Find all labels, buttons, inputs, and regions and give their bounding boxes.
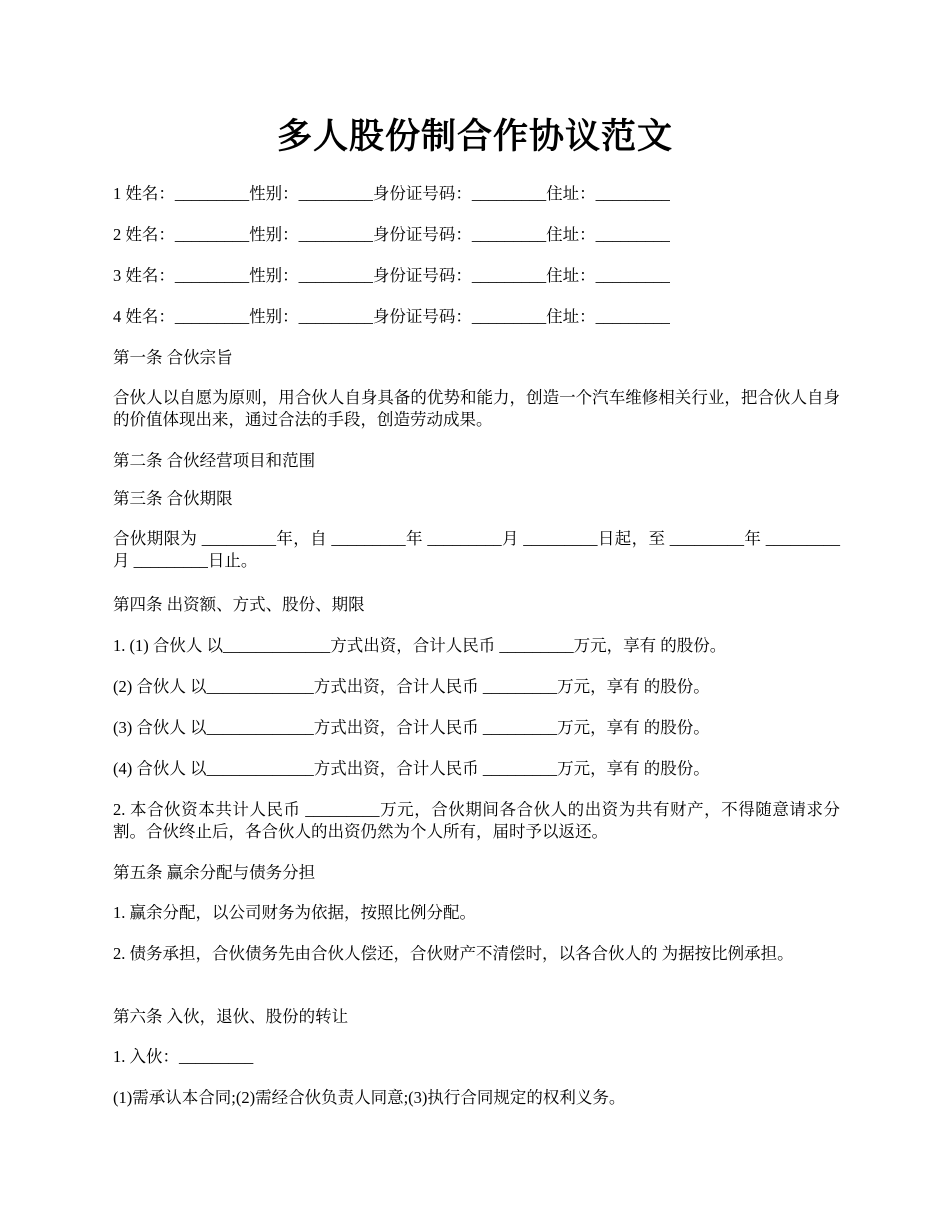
partner-info-line-3: 3 姓名：_________性别：_________身份证号码：_________住址：_________ (113, 266, 670, 285)
contribution-line-3: (3) 合伙人 以_____________方式出资，合计人民币 _________万元，享有 的股份。 (113, 718, 710, 737)
debt-bearing-paragraph: 2. 债务承担，合伙债务先由合伙人偿还，合伙财产不清偿时，以各合伙人的 为据按比例承担。 (113, 944, 794, 963)
article-5-heading: 第五条 赢余分配与债务分担 (113, 863, 316, 882)
article-6-heading: 第六条 入伙，退伙、股份的转让 (113, 1007, 349, 1026)
partner-info-line-1: 1 姓名：_________性别：_________身份证号码：_________住址：_________ (113, 184, 670, 203)
document-title: 多人股份制合作协议范文 (276, 117, 673, 156)
contribution-line-4: (4) 合伙人 以_____________方式出资，合计人民币 _________万元，享有 的股份。 (113, 759, 710, 778)
article-3-body: 合伙期限为 _________年，自 _________年 _________月 _________日起，至 _________年 _________月 _________日止。 (113, 529, 840, 570)
contribution-line-1: 1. (1) 合伙人 以_____________方式出资，合计人民币 _________万元，享有 的股份。 (113, 636, 727, 655)
capital-total-paragraph: 2. 本合伙资本共计人民币 _________万元，合伙期间各合伙人的出资为共有财产，不得随意请求分割。合伙终止后，各合伙人的出资仍然为个人所有，届时予以返还。 (113, 800, 840, 841)
admission-conditions: (1)需承认本合同;(2)需经合伙负责人同意;(3)执行合同规定的权利义务。 (113, 1088, 626, 1107)
article-2-heading: 第二条 合伙经营项目和范围 (113, 451, 316, 470)
article-3-heading: 第三条 合伙期限 (113, 489, 233, 508)
partner-info-line-4: 4 姓名：_________性别：_________身份证号码：_________住址：_________ (113, 307, 670, 326)
profit-distribution-paragraph: 1. 赢余分配，以公司财务为依据，按照比例分配。 (113, 903, 476, 922)
article-1-heading: 第一条 合伙宗旨 (113, 348, 233, 367)
article-1-body: 合伙人以自愿为原则，用合伙人自身具备的优势和能力，创造一个汽车维修相关行业，把合伙人自身的价值体现出来，通过合法的手段，创造劳动成果。 (113, 388, 840, 429)
contribution-line-2: (2) 合伙人 以_____________方式出资，合计人民币 _________万元，享有 的股份。 (113, 677, 710, 696)
article-4-heading: 第四条 出资额、方式、股份、期限 (113, 595, 365, 614)
admission-line: 1. 入伙：_________ (113, 1047, 254, 1066)
partner-info-line-2: 2 姓名：_________性别：_________身份证号码：_________住址：_________ (113, 225, 670, 244)
